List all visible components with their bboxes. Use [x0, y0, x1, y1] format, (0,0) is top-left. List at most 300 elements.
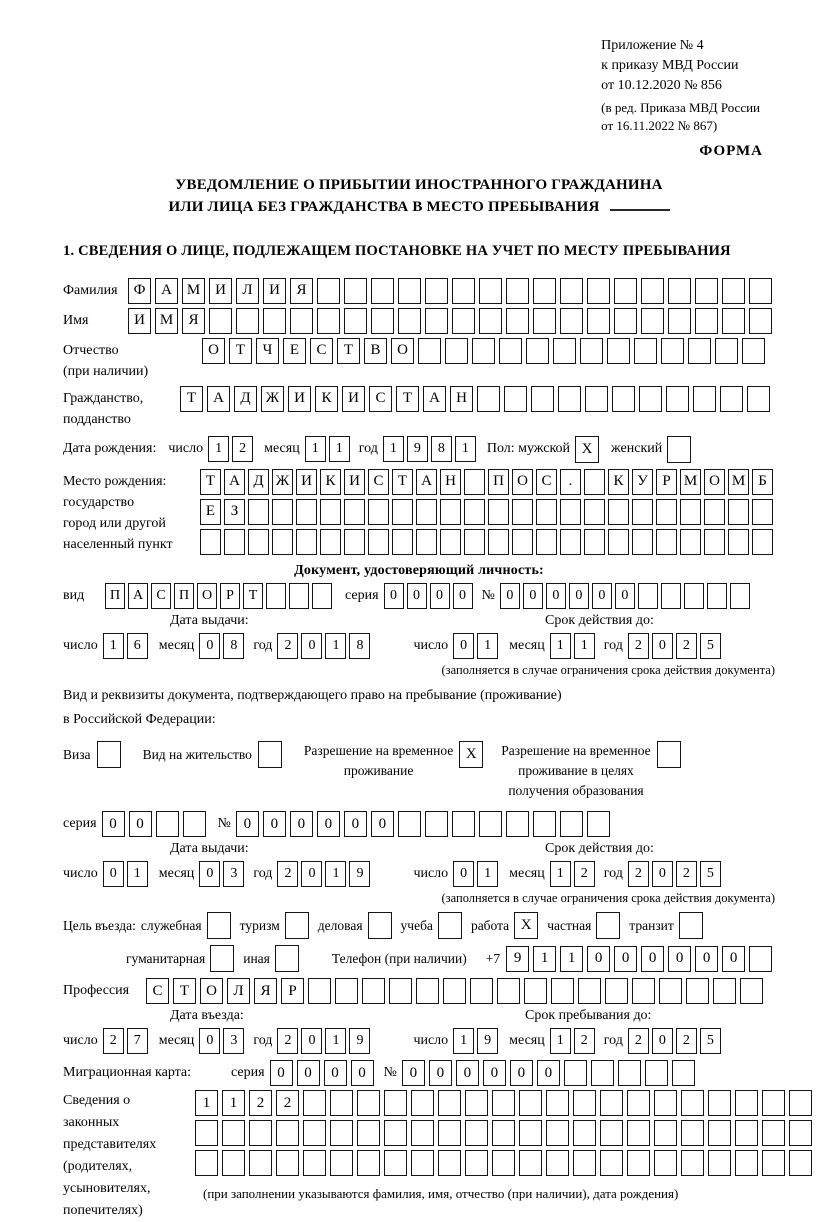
char-cell[interactable] [612, 386, 635, 412]
char-cell[interactable] [392, 499, 413, 525]
char-cell[interactable] [728, 499, 749, 525]
char-cell[interactable] [708, 1120, 731, 1146]
char-cell[interactable] [695, 278, 718, 304]
char-cell[interactable] [536, 529, 557, 555]
char-cell[interactable]: Л [236, 278, 259, 304]
char-cell[interactable]: Ф [128, 278, 151, 304]
char-cell[interactable]: А [423, 386, 446, 412]
char-cell[interactable]: 2 [574, 1028, 595, 1054]
char-cell[interactable] [688, 338, 711, 364]
char-cell[interactable] [425, 278, 448, 304]
char-cell[interactable] [656, 499, 677, 525]
char-cell[interactable]: Т [229, 338, 252, 364]
char-cell[interactable] [634, 338, 657, 364]
char-cell[interactable] [693, 386, 716, 412]
char-cell[interactable] [708, 1090, 731, 1116]
char-cell[interactable] [608, 529, 629, 555]
char-cell[interactable] [290, 308, 313, 334]
char-cell[interactable] [749, 946, 772, 972]
char-cell[interactable]: Н [450, 386, 473, 412]
char-cell[interactable]: 0 [430, 583, 450, 609]
char-cell[interactable] [695, 308, 718, 334]
char-cell[interactable] [222, 1120, 245, 1146]
char-cell[interactable]: 9 [477, 1028, 498, 1054]
char-cell[interactable] [558, 386, 581, 412]
char-cell[interactable] [681, 1090, 704, 1116]
char-cell[interactable]: 1 [550, 1028, 571, 1054]
char-cell[interactable] [627, 1120, 650, 1146]
char-cell[interactable]: Б [752, 469, 773, 495]
char-cell[interactable] [704, 499, 725, 525]
char-cell[interactable] [536, 499, 557, 525]
char-cell[interactable]: С [146, 978, 169, 1004]
char-cell[interactable]: 1 [533, 946, 556, 972]
char-cell[interactable] [681, 1120, 704, 1146]
char-cell[interactable] [368, 499, 389, 525]
char-cell[interactable] [209, 308, 232, 334]
char-cell[interactable]: 0 [290, 811, 313, 837]
char-cell[interactable]: 9 [349, 861, 370, 887]
char-cell[interactable]: Т [243, 583, 263, 609]
char-cell[interactable] [762, 1150, 785, 1176]
char-cell[interactable] [762, 1090, 785, 1116]
char-cell[interactable] [573, 1090, 596, 1116]
char-cell[interactable]: 0 [317, 811, 340, 837]
char-cell[interactable]: К [315, 386, 338, 412]
char-cell[interactable]: 0 [199, 861, 220, 887]
purpose-business-checkbox[interactable] [368, 912, 392, 939]
char-cell[interactable] [519, 1150, 542, 1176]
char-cell[interactable]: 6 [127, 633, 148, 659]
char-cell[interactable] [531, 386, 554, 412]
char-cell[interactable]: 2 [276, 1090, 299, 1116]
char-cell[interactable] [195, 1150, 218, 1176]
char-cell[interactable]: 2 [628, 633, 649, 659]
char-cell[interactable]: 2 [676, 861, 697, 887]
purpose-transit-checkbox[interactable] [679, 912, 703, 939]
char-cell[interactable] [497, 978, 520, 1004]
char-cell[interactable]: Т [396, 386, 419, 412]
char-cell[interactable] [720, 386, 743, 412]
char-cell[interactable]: О [391, 338, 414, 364]
char-cell[interactable] [200, 529, 221, 555]
char-cell[interactable] [411, 1150, 434, 1176]
char-cell[interactable] [584, 499, 605, 525]
char-cell[interactable] [249, 1120, 272, 1146]
temp-residence-education-checkbox[interactable] [657, 741, 681, 768]
char-cell[interactable]: 0 [652, 1028, 673, 1054]
char-cell[interactable]: И [344, 469, 365, 495]
char-cell[interactable] [276, 1150, 299, 1176]
char-cell[interactable] [492, 1120, 515, 1146]
char-cell[interactable] [605, 978, 628, 1004]
char-cell[interactable]: 0 [615, 583, 635, 609]
char-cell[interactable]: 0 [199, 1028, 220, 1054]
char-cell[interactable]: К [608, 469, 629, 495]
char-cell[interactable]: С [369, 386, 392, 412]
char-cell[interactable] [443, 978, 466, 1004]
char-cell[interactable] [735, 1120, 758, 1146]
char-cell[interactable] [330, 1090, 353, 1116]
char-cell[interactable]: 8 [431, 436, 452, 462]
char-cell[interactable] [656, 529, 677, 555]
char-cell[interactable]: 0 [236, 811, 259, 837]
char-cell[interactable]: 1 [208, 436, 229, 462]
char-cell[interactable] [312, 583, 332, 609]
char-cell[interactable] [357, 1120, 380, 1146]
char-cell[interactable] [560, 308, 583, 334]
char-cell[interactable]: 0 [324, 1060, 347, 1086]
char-cell[interactable] [580, 338, 603, 364]
char-cell[interactable]: 1 [477, 633, 498, 659]
char-cell[interactable]: С [368, 469, 389, 495]
char-cell[interactable]: 0 [301, 1028, 322, 1054]
char-cell[interactable] [564, 1060, 587, 1086]
char-cell[interactable] [524, 978, 547, 1004]
char-cell[interactable] [425, 308, 448, 334]
char-cell[interactable] [506, 278, 529, 304]
char-cell[interactable]: Я [182, 308, 205, 334]
char-cell[interactable] [618, 1060, 641, 1086]
char-cell[interactable]: 2 [676, 633, 697, 659]
char-cell[interactable]: 0 [569, 583, 589, 609]
char-cell[interactable]: О [704, 469, 725, 495]
char-cell[interactable] [506, 308, 529, 334]
char-cell[interactable] [600, 1090, 623, 1116]
char-cell[interactable] [308, 978, 331, 1004]
char-cell[interactable] [368, 529, 389, 555]
char-cell[interactable] [573, 1150, 596, 1176]
char-cell[interactable] [551, 978, 574, 1004]
char-cell[interactable]: А [207, 386, 230, 412]
char-cell[interactable] [464, 499, 485, 525]
char-cell[interactable]: 0 [402, 1060, 425, 1086]
char-cell[interactable] [512, 529, 533, 555]
char-cell[interactable]: 5 [700, 633, 721, 659]
char-cell[interactable] [587, 308, 610, 334]
purpose-study-checkbox[interactable] [438, 912, 462, 939]
char-cell[interactable]: 0 [652, 633, 673, 659]
char-cell[interactable] [418, 338, 441, 364]
char-cell[interactable] [452, 308, 475, 334]
char-cell[interactable] [156, 811, 179, 837]
char-cell[interactable]: . [560, 469, 581, 495]
char-cell[interactable]: 0 [614, 946, 637, 972]
char-cell[interactable] [730, 583, 750, 609]
char-cell[interactable] [506, 811, 529, 837]
char-cell[interactable]: 0 [429, 1060, 452, 1086]
char-cell[interactable] [384, 1150, 407, 1176]
char-cell[interactable] [438, 1120, 461, 1146]
char-cell[interactable]: 1 [325, 861, 346, 887]
char-cell[interactable] [320, 499, 341, 525]
char-cell[interactable]: С [151, 583, 171, 609]
char-cell[interactable] [641, 278, 664, 304]
char-cell[interactable] [249, 1150, 272, 1176]
char-cell[interactable] [740, 978, 763, 1004]
char-cell[interactable] [728, 529, 749, 555]
char-cell[interactable]: Е [283, 338, 306, 364]
char-cell[interactable]: 0 [270, 1060, 293, 1086]
char-cell[interactable] [488, 529, 509, 555]
char-cell[interactable]: Т [200, 469, 221, 495]
char-cell[interactable] [715, 338, 738, 364]
char-cell[interactable]: 9 [506, 946, 529, 972]
char-cell[interactable]: Т [392, 469, 413, 495]
char-cell[interactable]: 0 [695, 946, 718, 972]
char-cell[interactable]: Р [281, 978, 304, 1004]
char-cell[interactable]: О [200, 978, 223, 1004]
char-cell[interactable] [416, 499, 437, 525]
char-cell[interactable]: 0 [453, 583, 473, 609]
char-cell[interactable] [222, 1150, 245, 1176]
char-cell[interactable]: 1 [305, 436, 326, 462]
char-cell[interactable]: 0 [351, 1060, 374, 1086]
char-cell[interactable]: 2 [277, 633, 298, 659]
char-cell[interactable]: С [310, 338, 333, 364]
char-cell[interactable]: Т [173, 978, 196, 1004]
char-cell[interactable]: 3 [223, 1028, 244, 1054]
purpose-work-checkbox[interactable]: X [514, 912, 538, 939]
char-cell[interactable]: 0 [722, 946, 745, 972]
char-cell[interactable]: А [416, 469, 437, 495]
char-cell[interactable] [445, 338, 468, 364]
char-cell[interactable]: Д [248, 469, 269, 495]
char-cell[interactable] [752, 529, 773, 555]
char-cell[interactable] [614, 278, 637, 304]
char-cell[interactable] [526, 338, 549, 364]
char-cell[interactable] [440, 529, 461, 555]
char-cell[interactable] [681, 1150, 704, 1176]
char-cell[interactable] [477, 386, 500, 412]
char-cell[interactable] [479, 811, 502, 837]
char-cell[interactable]: Л [227, 978, 250, 1004]
char-cell[interactable] [464, 469, 485, 495]
char-cell[interactable]: 1 [383, 436, 404, 462]
char-cell[interactable]: 0 [510, 1060, 533, 1086]
char-cell[interactable] [499, 338, 522, 364]
char-cell[interactable] [452, 811, 475, 837]
char-cell[interactable] [465, 1150, 488, 1176]
char-cell[interactable] [560, 811, 583, 837]
char-cell[interactable] [411, 1090, 434, 1116]
char-cell[interactable] [789, 1120, 812, 1146]
char-cell[interactable] [668, 278, 691, 304]
char-cell[interactable]: 0 [652, 861, 673, 887]
char-cell[interactable] [533, 278, 556, 304]
char-cell[interactable]: 1 [103, 633, 124, 659]
char-cell[interactable]: 1 [329, 436, 350, 462]
char-cell[interactable]: Т [337, 338, 360, 364]
char-cell[interactable] [398, 278, 421, 304]
char-cell[interactable]: 5 [700, 861, 721, 887]
char-cell[interactable] [330, 1120, 353, 1146]
char-cell[interactable] [654, 1120, 677, 1146]
char-cell[interactable] [479, 308, 502, 334]
char-cell[interactable] [600, 1150, 623, 1176]
char-cell[interactable] [344, 499, 365, 525]
char-cell[interactable] [639, 386, 662, 412]
char-cell[interactable] [553, 338, 576, 364]
residence-permit-checkbox[interactable] [258, 741, 282, 768]
char-cell[interactable]: М [155, 308, 178, 334]
char-cell[interactable] [600, 1120, 623, 1146]
char-cell[interactable] [560, 499, 581, 525]
char-cell[interactable]: 7 [127, 1028, 148, 1054]
char-cell[interactable]: Ж [261, 386, 284, 412]
char-cell[interactable] [645, 1060, 668, 1086]
char-cell[interactable]: 1 [222, 1090, 245, 1116]
char-cell[interactable] [654, 1090, 677, 1116]
char-cell[interactable] [632, 499, 653, 525]
char-cell[interactable] [470, 978, 493, 1004]
char-cell[interactable] [722, 308, 745, 334]
char-cell[interactable]: 0 [587, 946, 610, 972]
char-cell[interactable] [684, 583, 704, 609]
char-cell[interactable]: О [512, 469, 533, 495]
char-cell[interactable] [680, 499, 701, 525]
char-cell[interactable] [183, 811, 206, 837]
char-cell[interactable] [584, 529, 605, 555]
char-cell[interactable] [512, 499, 533, 525]
char-cell[interactable] [248, 529, 269, 555]
char-cell[interactable] [320, 529, 341, 555]
char-cell[interactable] [465, 1090, 488, 1116]
char-cell[interactable] [578, 978, 601, 1004]
char-cell[interactable]: 0 [301, 861, 322, 887]
char-cell[interactable]: Т [180, 386, 203, 412]
char-cell[interactable] [384, 1120, 407, 1146]
char-cell[interactable]: 8 [349, 633, 370, 659]
char-cell[interactable]: И [296, 469, 317, 495]
char-cell[interactable] [411, 1120, 434, 1146]
char-cell[interactable] [465, 1120, 488, 1146]
char-cell[interactable]: 5 [700, 1028, 721, 1054]
visa-checkbox[interactable] [97, 741, 121, 768]
char-cell[interactable] [344, 308, 367, 334]
char-cell[interactable]: М [728, 469, 749, 495]
char-cell[interactable] [587, 278, 610, 304]
char-cell[interactable]: 2 [249, 1090, 272, 1116]
char-cell[interactable] [479, 278, 502, 304]
temp-residence-checkbox[interactable]: X [459, 741, 483, 768]
purpose-official-checkbox[interactable] [207, 912, 231, 939]
char-cell[interactable] [362, 978, 385, 1004]
char-cell[interactable] [330, 1150, 353, 1176]
char-cell[interactable] [749, 308, 772, 334]
char-cell[interactable] [607, 338, 630, 364]
char-cell[interactable] [713, 978, 736, 1004]
char-cell[interactable]: О [197, 583, 217, 609]
char-cell[interactable] [704, 529, 725, 555]
char-cell[interactable] [632, 529, 653, 555]
char-cell[interactable]: А [224, 469, 245, 495]
char-cell[interactable]: 2 [676, 1028, 697, 1054]
char-cell[interactable] [438, 1090, 461, 1116]
char-cell[interactable]: 0 [641, 946, 664, 972]
char-cell[interactable]: 0 [297, 1060, 320, 1086]
char-cell[interactable]: 0 [199, 633, 220, 659]
char-cell[interactable] [752, 499, 773, 525]
char-cell[interactable] [357, 1150, 380, 1176]
char-cell[interactable]: 1 [550, 861, 571, 887]
char-cell[interactable]: И [209, 278, 232, 304]
char-cell[interactable] [425, 811, 448, 837]
char-cell[interactable]: 1 [477, 861, 498, 887]
char-cell[interactable]: 0 [103, 861, 124, 887]
char-cell[interactable] [344, 529, 365, 555]
purpose-private-checkbox[interactable] [596, 912, 620, 939]
char-cell[interactable]: 0 [537, 1060, 560, 1086]
char-cell[interactable] [392, 529, 413, 555]
char-cell[interactable] [398, 308, 421, 334]
char-cell[interactable]: 1 [453, 1028, 474, 1054]
char-cell[interactable]: 1 [325, 633, 346, 659]
char-cell[interactable] [584, 469, 605, 495]
char-cell[interactable] [546, 1150, 569, 1176]
sex-male-checkbox[interactable]: X [575, 436, 599, 463]
char-cell[interactable] [236, 308, 259, 334]
char-cell[interactable]: Ж [272, 469, 293, 495]
char-cell[interactable] [573, 1120, 596, 1146]
char-cell[interactable] [344, 278, 367, 304]
char-cell[interactable] [248, 499, 269, 525]
char-cell[interactable]: Ч [256, 338, 279, 364]
char-cell[interactable] [641, 308, 664, 334]
char-cell[interactable] [585, 386, 608, 412]
char-cell[interactable] [661, 583, 681, 609]
char-cell[interactable]: 0 [371, 811, 394, 837]
char-cell[interactable] [627, 1090, 650, 1116]
char-cell[interactable] [632, 978, 655, 1004]
char-cell[interactable]: 2 [628, 861, 649, 887]
char-cell[interactable]: 2 [103, 1028, 124, 1054]
char-cell[interactable] [666, 386, 689, 412]
char-cell[interactable] [707, 583, 727, 609]
char-cell[interactable]: 0 [384, 583, 404, 609]
char-cell[interactable]: 1 [550, 633, 571, 659]
char-cell[interactable] [735, 1090, 758, 1116]
char-cell[interactable]: Я [290, 278, 313, 304]
char-cell[interactable] [742, 338, 765, 364]
char-cell[interactable]: А [128, 583, 148, 609]
char-cell[interactable] [672, 1060, 695, 1086]
char-cell[interactable]: 2 [232, 436, 253, 462]
char-cell[interactable] [504, 386, 527, 412]
char-cell[interactable] [357, 1090, 380, 1116]
char-cell[interactable]: А [155, 278, 178, 304]
char-cell[interactable]: П [488, 469, 509, 495]
char-cell[interactable] [708, 1150, 731, 1176]
purpose-humanitarian-checkbox[interactable] [210, 945, 234, 972]
char-cell[interactable] [440, 499, 461, 525]
char-cell[interactable] [747, 386, 770, 412]
char-cell[interactable] [464, 529, 485, 555]
char-cell[interactable]: Я [254, 978, 277, 1004]
char-cell[interactable] [560, 278, 583, 304]
char-cell[interactable] [722, 278, 745, 304]
char-cell[interactable] [638, 583, 658, 609]
char-cell[interactable] [686, 978, 709, 1004]
char-cell[interactable] [533, 811, 556, 837]
char-cell[interactable] [389, 978, 412, 1004]
char-cell[interactable] [272, 499, 293, 525]
char-cell[interactable]: 0 [301, 633, 322, 659]
char-cell[interactable]: 1 [455, 436, 476, 462]
char-cell[interactable]: 9 [407, 436, 428, 462]
char-cell[interactable] [608, 499, 629, 525]
char-cell[interactable]: 0 [407, 583, 427, 609]
